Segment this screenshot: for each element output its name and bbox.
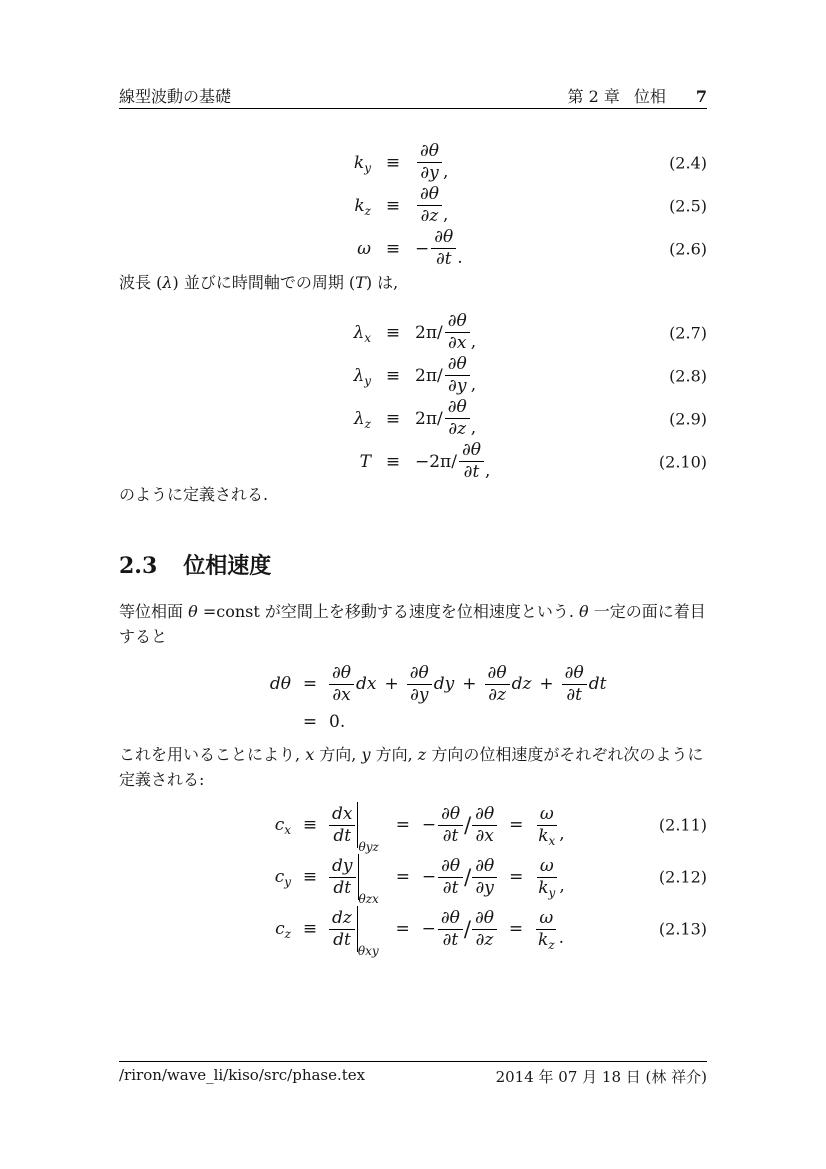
text-run: ) は, — [365, 273, 399, 292]
paragraph-wavelength — [119, 270, 709, 295]
equation-2-6 — [119, 227, 707, 270]
equation-2-13 — [119, 903, 707, 958]
math-var-theta: θ — [188, 602, 198, 621]
equation-2-10 — [119, 440, 707, 483]
equation-2-7 — [119, 311, 707, 354]
eq-lhs: $\lambda_x$ — [353, 322, 371, 345]
equals-symbol: = — [508, 919, 524, 939]
equiv-symbol: ≡ — [385, 365, 401, 386]
text-run: 方向の位相速度がそれぞれ次のように — [426, 745, 704, 764]
section-heading — [119, 549, 271, 580]
fraction: $\frac{\partial\theta}{\partial y}$ — [417, 142, 442, 183]
eq-lhs: $c_y$ — [274, 867, 291, 889]
fraction: $\frac{\partial\theta}{\partial x}$ — [445, 312, 470, 353]
text-run: 定義される: — [119, 770, 205, 789]
eq-lhs: $c_x$ — [274, 815, 291, 837]
eq-prefix: 2π/ — [415, 408, 443, 429]
paragraph-directions — [119, 742, 709, 792]
equals-symbol: = — [509, 815, 524, 835]
eq-lhs: dθ — [269, 674, 291, 694]
equals-symbol: = — [302, 674, 318, 694]
header-rule — [119, 108, 707, 109]
eq-prefix: −2π/ — [415, 451, 457, 472]
equation-2-9 — [119, 397, 707, 440]
equiv-symbol: ≡ — [385, 322, 401, 343]
fraction: $\frac{\partial\theta}{\partial y}$ — [445, 355, 470, 396]
fraction: $\frac{\partial\theta}{\partial z}$ — [485, 664, 510, 705]
text-run: のように定義される. — [119, 485, 269, 504]
eq-punctuation: . — [558, 928, 565, 948]
fraction: $\frac{\partial\theta}{\partial t}$ — [438, 909, 463, 950]
equiv-symbol: ≡ — [385, 238, 401, 259]
equals-symbol: = — [509, 867, 524, 887]
plus-sign: + — [462, 674, 477, 694]
equation-number: (2.4) — [669, 153, 707, 172]
eq-punctuation: , — [443, 204, 449, 225]
math-var-y: y — [361, 745, 371, 764]
equals-symbol: = — [302, 712, 318, 732]
page-header — [119, 84, 707, 107]
dtheta-line-2 — [119, 708, 707, 736]
eq-lhs: $k_y$ — [353, 152, 371, 175]
evaluation-subscript: θzx — [358, 892, 379, 906]
equation-group-k — [119, 141, 707, 270]
header-right — [567, 84, 707, 107]
fraction: $\frac{dz}{dt}$ — [329, 909, 355, 950]
fraction: $\frac{\partial\theta}{\partial t}$ — [562, 664, 587, 705]
eq-punctuation: , — [559, 876, 565, 896]
fraction: $\frac{\omega}{k_z}$ — [538, 907, 555, 952]
equals-symbol: = — [395, 867, 410, 887]
differential: dt — [588, 674, 607, 694]
equation-group-c — [119, 799, 707, 958]
minus-sign: − — [415, 238, 430, 259]
eq-punctuation: , — [470, 331, 477, 352]
equation-number: (2.12) — [658, 867, 707, 887]
text-run: 波長 ( — [119, 273, 163, 292]
page-footer — [119, 1066, 707, 1087]
equiv-symbol: ≡ — [385, 195, 401, 216]
equation-2-11 — [119, 799, 707, 854]
eq-lhs: $\lambda_y$ — [353, 365, 371, 388]
header-chapter-title: 位相 — [633, 87, 666, 106]
fraction: $\frac{\partial\theta}{\partial y}$ — [407, 664, 432, 705]
footer-date-author: 2014 年 07 月 18 日 (林 祥介) — [495, 1068, 707, 1086]
header-chapter: 第 2 章 — [567, 87, 620, 106]
text-run: 一定の面に着目 — [588, 602, 706, 621]
fraction: $\frac{\partial\theta}{\partial t}$ — [431, 228, 456, 269]
eq-lhs: $k_z$ — [354, 195, 371, 218]
eq-lhs: T — [359, 451, 371, 472]
text-run: これを用いることにより, — [119, 745, 306, 764]
fraction: $\frac{dy}{dt}$ — [329, 857, 356, 898]
eq-punctuation: , — [470, 417, 477, 438]
section-number: 2.3 — [119, 553, 158, 579]
differential: dy — [433, 674, 455, 694]
fraction: $\frac{\partial\theta}{\partial z}$ — [417, 185, 442, 226]
footer-rule — [119, 1061, 707, 1062]
division-slash: / — [464, 813, 472, 837]
equation-number: (2.6) — [669, 239, 707, 258]
equiv-symbol: ≡ — [385, 152, 401, 173]
section-title: 位相速度 — [183, 553, 272, 579]
equiv-symbol: ≡ — [385, 408, 401, 429]
equiv-symbol: ≡ — [302, 919, 318, 939]
eq-prefix: 2π/ — [415, 365, 443, 386]
minus-sign: − — [421, 919, 436, 939]
equiv-symbol: ≡ — [302, 867, 318, 887]
equiv-symbol: ≡ — [302, 815, 318, 835]
fraction: $\frac{\partial\theta}{\partial t}$ — [438, 805, 463, 846]
minus-sign: − — [421, 867, 437, 887]
equation-number: (2.11) — [658, 815, 707, 835]
evaluation-subscript: θxy — [357, 944, 379, 958]
fraction: $\frac{\partial\theta}{\partial y}$ — [472, 857, 497, 898]
equation-number: (2.8) — [669, 366, 707, 385]
text-run: =const が空間上を移動する速度を位相速度という. — [197, 602, 580, 621]
text-run: すると — [119, 627, 168, 646]
eq-punctuation: , — [470, 374, 477, 395]
eq-punctuation: , — [485, 460, 491, 481]
text-run: 方向, — [370, 745, 418, 764]
fraction: $\frac{\partial\theta}{\partial z}$ — [445, 398, 470, 439]
math-var-lambda: λ — [162, 273, 173, 292]
equation-number: (2.10) — [658, 452, 707, 471]
equation-2-8 — [119, 354, 707, 397]
equation-2-5 — [119, 184, 707, 227]
equiv-symbol: ≡ — [385, 451, 401, 472]
division-slash: / — [464, 865, 472, 889]
equation-number: (2.7) — [669, 323, 707, 342]
equation-2-12 — [119, 851, 707, 906]
header-page-number: 7 — [695, 87, 707, 106]
math-var-theta: θ — [579, 602, 589, 621]
differential: dx — [356, 674, 377, 694]
evaluation-subscript: θyz — [358, 840, 379, 854]
differential: dz — [511, 674, 532, 694]
header-doc-title: 線型波動の基礎 — [119, 87, 232, 106]
paragraph-phase-velocity — [119, 599, 709, 649]
fraction: $\frac{dx}{dt}$ — [329, 805, 355, 846]
fraction: $\frac{\omega}{k_x}$ — [538, 803, 556, 848]
fraction: $\frac{\omega}{k_y}$ — [538, 855, 556, 900]
minus-sign: − — [421, 815, 437, 835]
fraction: $\frac{\partial\theta}{\partial z}$ — [472, 909, 497, 950]
eq-rhs-zero: 0. — [329, 712, 346, 732]
eq-lhs: ω — [357, 238, 371, 259]
text-run: 等位相面 — [119, 602, 189, 621]
plus-sign: + — [384, 674, 399, 694]
equation-2-4 — [119, 141, 707, 184]
eq-prefix: 2π/ — [415, 322, 443, 343]
fraction: $\frac{\partial\theta}{\partial t}$ — [438, 857, 463, 898]
equation-number: (2.9) — [669, 409, 707, 428]
equation-group-lambda — [119, 311, 707, 483]
fraction: $\frac{\partial\theta}{\partial t}$ — [459, 441, 484, 482]
text-run: ) 並びに時間軸での周期 ( — [172, 273, 356, 292]
equals-symbol: = — [395, 815, 410, 835]
division-slash: / — [463, 917, 471, 941]
eq-punctuation: , — [559, 824, 565, 844]
fraction: $\frac{\partial\theta}{\partial x}$ — [472, 805, 497, 846]
equation-number: (2.5) — [669, 196, 707, 215]
math-var-T: T — [355, 273, 366, 292]
eq-punctuation: . — [457, 247, 463, 268]
paragraph-defined — [119, 482, 709, 507]
equals-symbol: = — [395, 919, 410, 939]
eq-punctuation: , — [443, 161, 449, 182]
text-run: 方向, — [314, 745, 362, 764]
equation-number: (2.13) — [658, 919, 707, 939]
eq-lhs: $c_z$ — [275, 919, 291, 941]
dtheta-line-1 — [119, 660, 707, 708]
math-var-x: x — [305, 745, 315, 764]
footer-file-path: /riron/wave_li/kiso/src/phase.tex — [119, 1066, 366, 1084]
plus-sign: + — [539, 674, 554, 694]
math-var-z: z — [417, 745, 427, 764]
fraction: $\frac{\partial\theta}{\partial x}$ — [329, 664, 354, 705]
eq-lhs: $\lambda_z$ — [353, 408, 371, 431]
equation-dtheta — [119, 660, 707, 736]
